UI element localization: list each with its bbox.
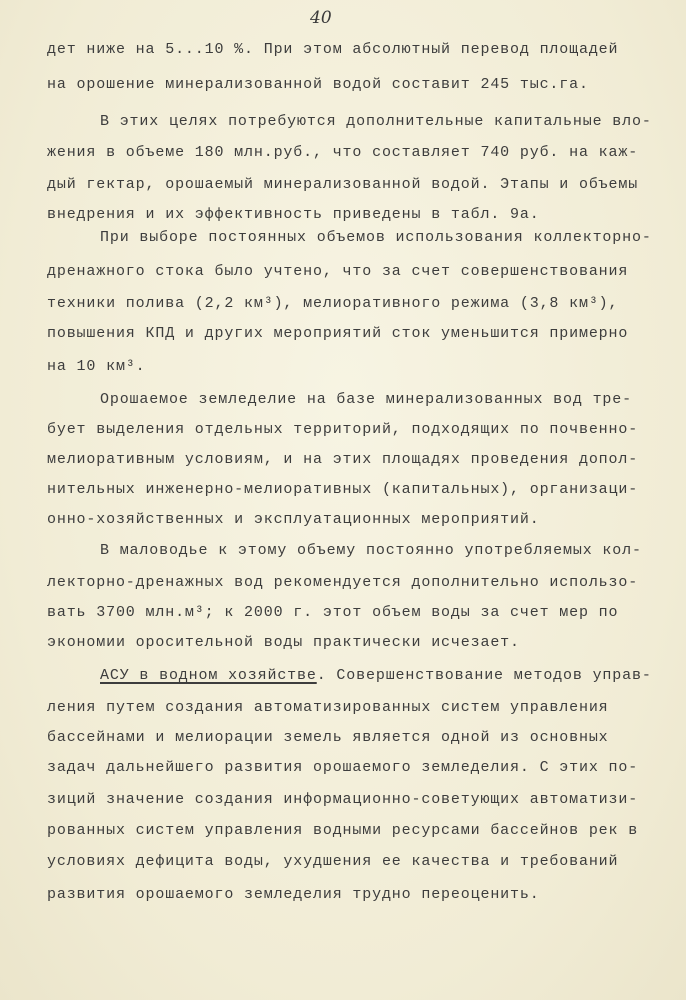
text-line — [47, 790, 638, 810]
text-line — [47, 294, 618, 314]
text-line — [47, 885, 540, 905]
text-line — [100, 112, 652, 132]
line-text: лекторно-дренажных вод рекомендуется дополнительно использо- — [47, 574, 639, 591]
line-text: зиций значение создания информационно-советующих автоматизи- — [47, 791, 639, 808]
line-text: экономии оросительной воды практически исчезает. — [47, 634, 520, 651]
text-line — [47, 143, 638, 163]
line-text: жения в объеме 180 млн.руб., что составляет 740 руб. на каж- — [47, 144, 639, 161]
line-text: на орошение минерализованной водой составит 245 тыс.га. — [47, 76, 589, 93]
line-text: дый гектар, орошаемый минерализованной водой. Этапы и объемы — [47, 176, 639, 193]
text-line — [47, 324, 628, 344]
text-line — [47, 262, 628, 282]
text-line — [100, 228, 652, 248]
line-text: В маловодье к этому объему постоянно употребляемых кол- — [100, 542, 642, 559]
line-text: Орошаемое земледелие на базе минерализованных вод тре- — [100, 391, 632, 408]
text-line — [47, 450, 638, 470]
page-number: 40 — [310, 8, 332, 28]
line-text: вать 3700 млн.м³; к 2000 г. этот объем воды за счет мер по — [47, 604, 619, 621]
text-line — [47, 420, 638, 440]
text-line — [47, 40, 618, 60]
text-line — [47, 821, 638, 841]
line-text: ления путем создания автоматизированных систем управления — [47, 699, 609, 716]
line-text: мелиоративным условиям, и на этих площадях проведения допол- — [47, 451, 639, 468]
line-text: задач дальнейшего развития орошаемого земледелия. С этих по- — [47, 759, 639, 776]
line-text: При выборе постоянных объемов использования коллекторно- — [100, 229, 652, 246]
text-line — [100, 390, 632, 410]
line-text: нительных инженерно-мелиоративных (капитальных), организаци- — [47, 481, 639, 498]
text-line — [100, 541, 642, 561]
line-text: развития орошаемого земледелия трудно переоценить. — [47, 886, 540, 903]
text-line — [47, 175, 638, 195]
text-line — [47, 728, 609, 748]
line-text: бассейнами и мелиорации земель является одной из основных — [47, 729, 609, 746]
text-line — [47, 480, 638, 500]
text-line — [47, 852, 618, 872]
line-text: дет ниже на 5...10 %. При этом абсолютный перевод площадей — [47, 41, 619, 58]
line-text: бует выделения отдельных территорий, подходящих по почвенно- — [47, 421, 639, 438]
line-text: условиях дефицита воды, ухудшения ее качества и требований — [47, 853, 619, 870]
section-heading: АСУ в водном хозяйстве — [100, 667, 317, 684]
line-text: внедрения и их эффективность приведены в табл. 9а. — [47, 206, 540, 223]
line-text: В этих целях потребуются дополнительные капитальные вло- — [100, 113, 652, 130]
line-text: онно-хозяйственных и эксплуатационных мероприятий. — [47, 511, 540, 528]
line-text: на 10 км³. — [47, 358, 146, 375]
text-line — [47, 698, 609, 718]
line-text: повышения КПД и других мероприятий сток уменьшится примерно — [47, 325, 629, 342]
section-heading-line — [100, 666, 652, 686]
text-line — [47, 510, 540, 530]
line-text: . Совершенствование методов управ- — [316, 667, 652, 684]
text-line — [47, 758, 638, 778]
line-text: рованных систем управления водными ресурсами бассейнов рек в — [47, 822, 639, 839]
line-text: техники полива (2,2 км³), мелиоративного режима (3,8 км³), — [47, 295, 619, 312]
text-line — [47, 633, 520, 653]
text-line — [47, 75, 589, 95]
text-line — [47, 205, 540, 225]
text-line — [47, 357, 146, 377]
text-line — [47, 603, 618, 623]
line-text: дренажного стока было учтено, что за счет совершенствования — [47, 263, 629, 280]
text-line — [47, 573, 638, 593]
